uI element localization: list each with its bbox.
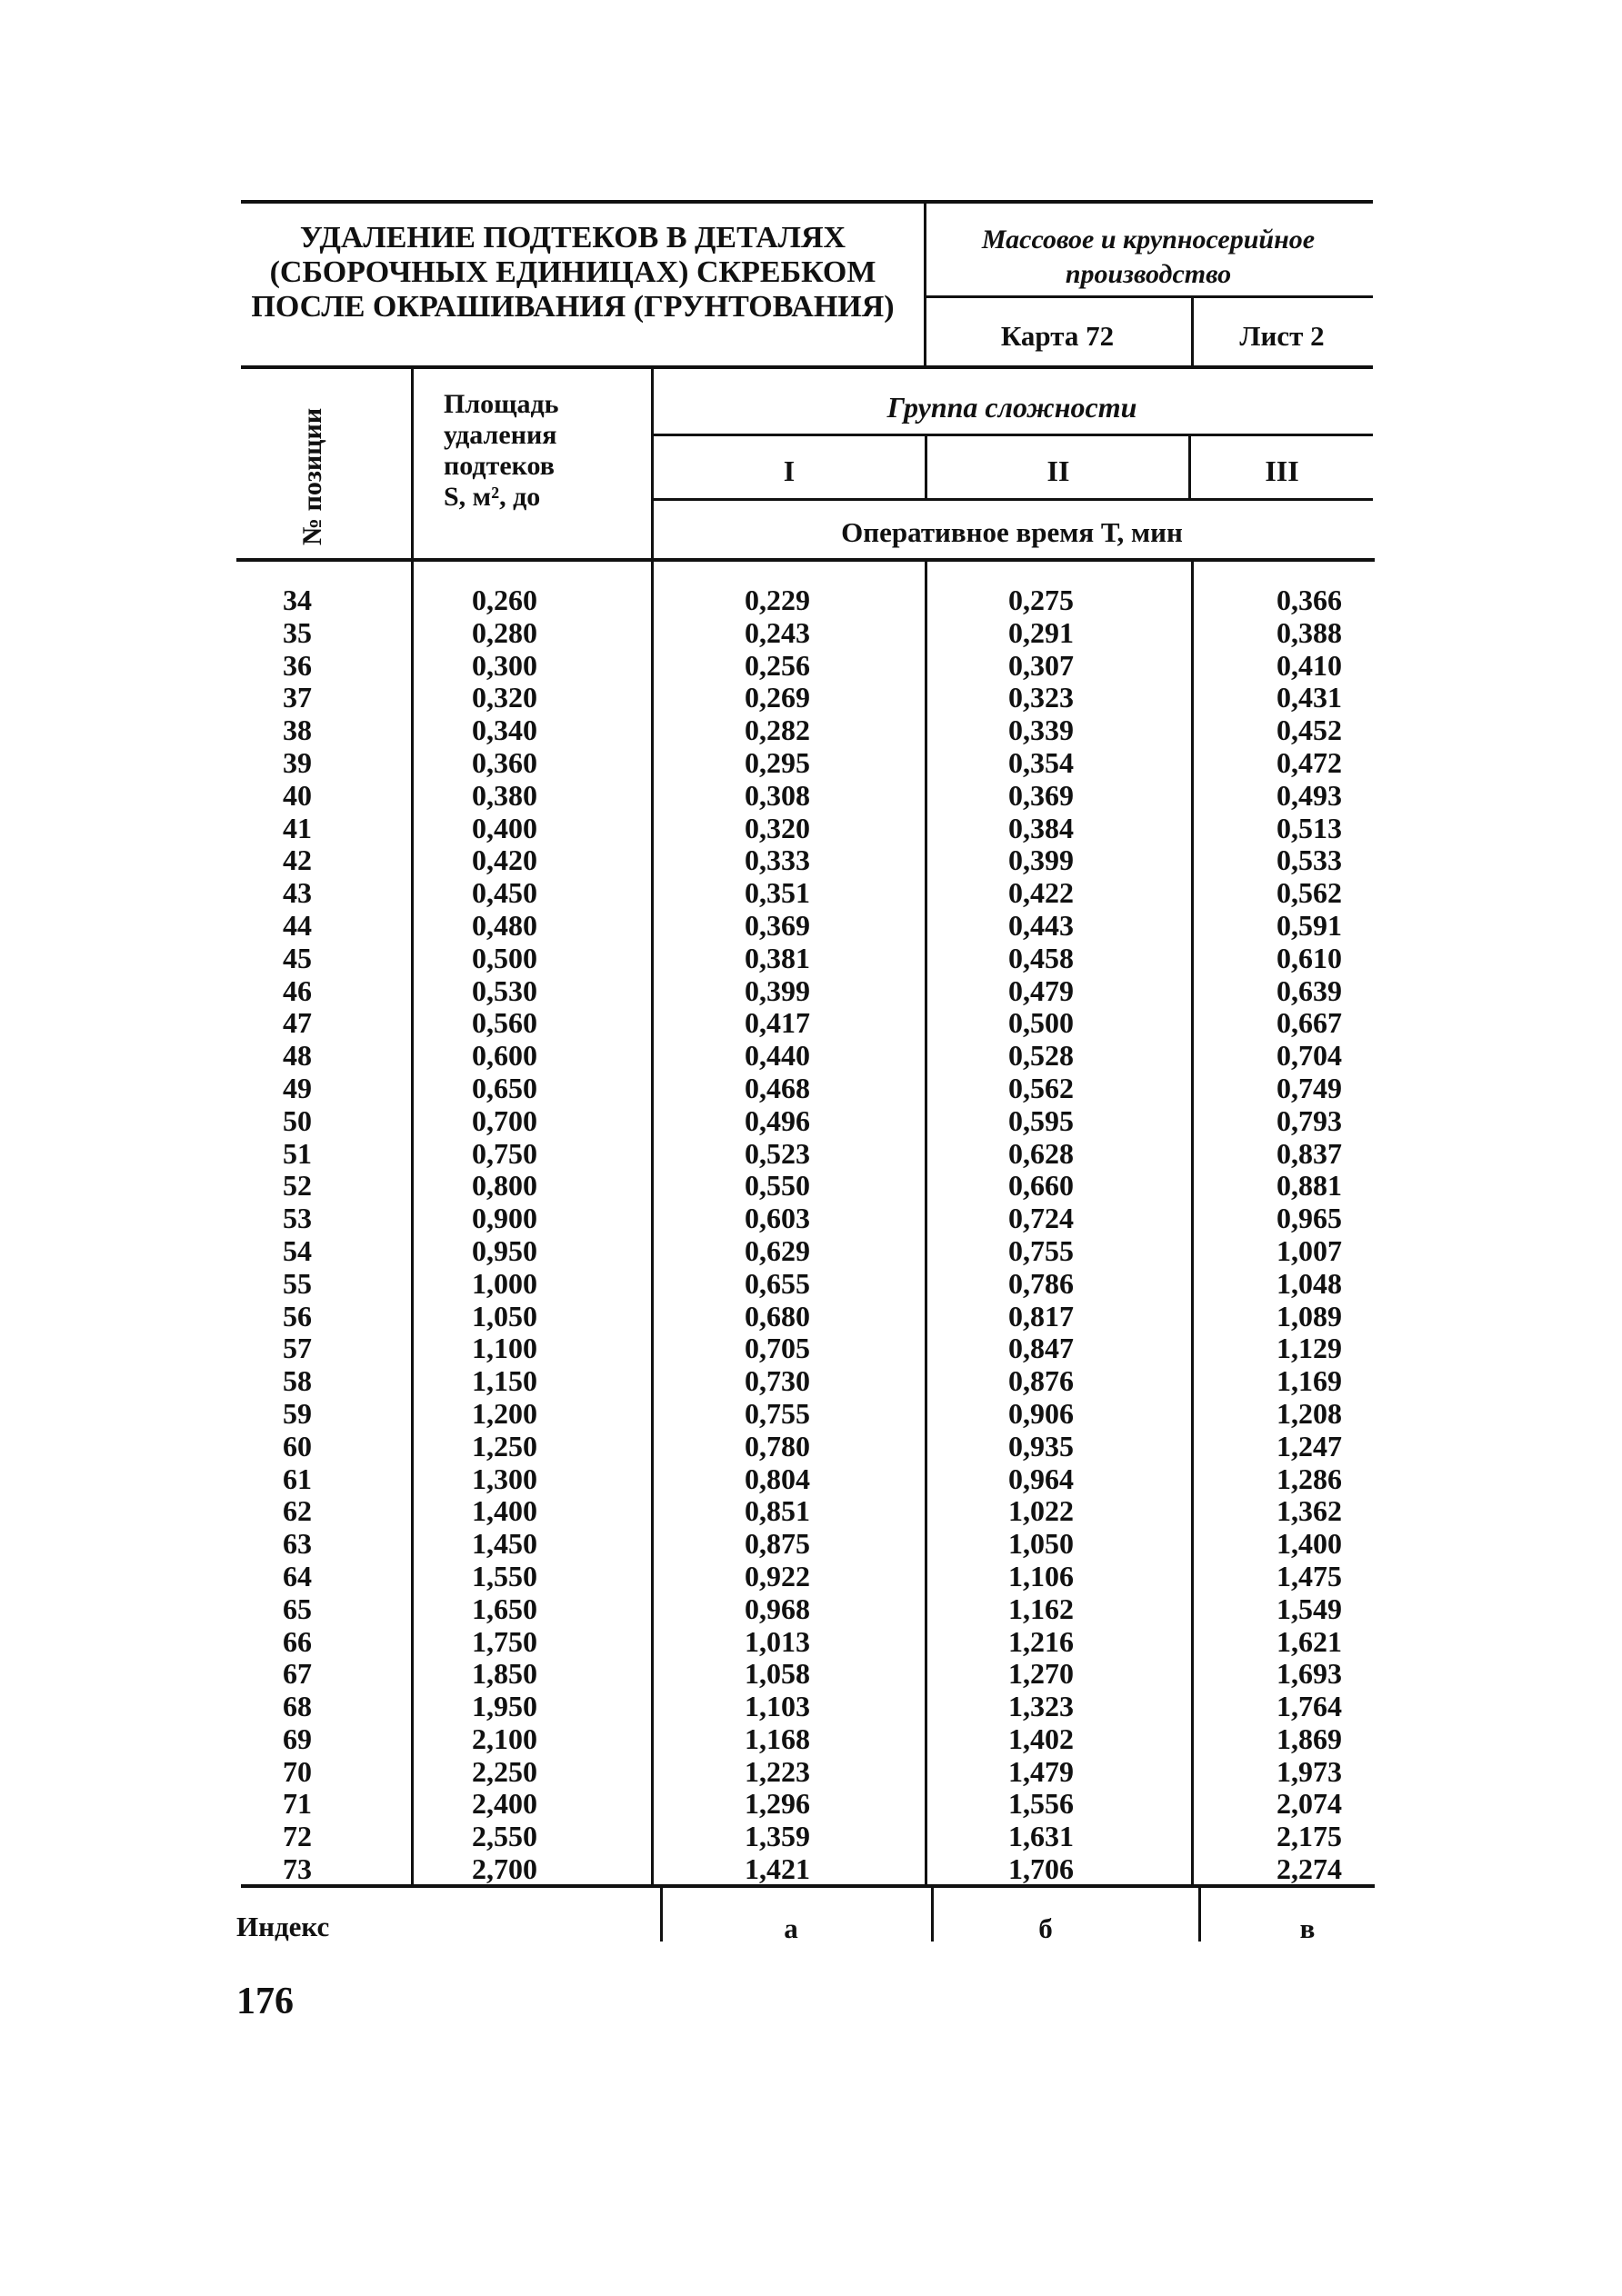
group-iii-cell: 0,513	[1277, 811, 1342, 844]
group-i-cell: 0,229	[745, 584, 810, 616]
area-cell: 0,300	[472, 648, 537, 682]
group-ii-cell: 0,876	[1008, 1364, 1074, 1398]
group-iii-cell: 0,837	[1277, 1136, 1342, 1170]
index-label: Индекс	[236, 1911, 330, 1942]
area-cell: 1,000	[472, 1266, 537, 1300]
group-ii-cell: 1,402	[1008, 1722, 1074, 1755]
position-cell: 38	[283, 714, 312, 747]
position-cell: 52	[283, 1169, 312, 1203]
rule-v-g2-body	[1191, 560, 1194, 1885]
position-cell: 70	[283, 1754, 312, 1788]
group-ii-cell: 0,500	[1008, 1006, 1074, 1040]
group-i-cell: 0,282	[745, 714, 810, 747]
position-cell: 34	[283, 584, 312, 616]
position-cell: 39	[283, 745, 312, 779]
area-cell: 0,400	[472, 811, 537, 844]
group-iii-cell: 0,881	[1277, 1169, 1342, 1203]
group-ii-cell: 0,906	[1008, 1396, 1074, 1430]
position-cell: 73	[283, 1852, 312, 1886]
group-iii-cell: 1,621	[1277, 1624, 1342, 1658]
area-cell: 0,700	[472, 1103, 537, 1137]
group-iii-cell: 1,973	[1277, 1754, 1342, 1788]
position-cell: 60	[283, 1429, 312, 1462]
position-cell: 44	[283, 908, 312, 942]
group-i-cell: 0,417	[745, 1006, 810, 1040]
group-ii-cell: 0,964	[1008, 1462, 1074, 1495]
card-title-line: УДАЛЕНИЕ ПОДТЕКОВ В ДЕТАЛЯХ	[299, 221, 846, 255]
group-ii-cell: 0,275	[1008, 584, 1074, 616]
position-cell: 59	[283, 1396, 312, 1430]
position-cell: 35	[283, 615, 312, 649]
group-i-cell: 0,968	[745, 1592, 810, 1625]
index-b: б	[1038, 1912, 1053, 1944]
position-column-header: № позиции	[297, 407, 327, 545]
position-cell: 41	[283, 811, 312, 844]
group-ii-cell: 0,528	[1008, 1039, 1074, 1073]
group-i-cell: 0,922	[745, 1559, 810, 1592]
rule-v-area	[651, 367, 654, 1885]
group-ii-cell: 0,724	[1008, 1202, 1074, 1235]
group-iii-cell: 1,693	[1277, 1657, 1342, 1691]
group-ii-cell: 1,270	[1008, 1657, 1074, 1691]
position-cell: 57	[283, 1332, 312, 1365]
position-cell: 64	[283, 1559, 312, 1592]
area-cell: 2,100	[472, 1722, 537, 1755]
position-cell: 61	[283, 1462, 312, 1495]
group-i-cell: 0,603	[745, 1202, 810, 1235]
group-ii-cell: 0,786	[1008, 1266, 1074, 1300]
group-i-cell: 0,295	[745, 745, 810, 779]
group-iii-cell: 1,007	[1277, 1233, 1342, 1267]
group-ii-cell: 0,562	[1008, 1071, 1074, 1104]
rule-columns-bottom	[236, 558, 1375, 562]
position-cell: 72	[283, 1820, 312, 1853]
group-i-cell: 0,333	[745, 844, 810, 877]
area-cell: 1,750	[472, 1624, 537, 1658]
group-ii-cell: 0,628	[1008, 1136, 1074, 1170]
group-ii-cell: 0,354	[1008, 745, 1074, 779]
group-iii-cell: 0,749	[1277, 1071, 1342, 1104]
position-cell: 66	[283, 1624, 312, 1658]
position-cell: 68	[283, 1690, 312, 1723]
group-iii-cell: 1,869	[1277, 1722, 1342, 1755]
area-cell: 0,340	[472, 714, 537, 747]
complexity-group-header: Группа сложности	[886, 391, 1137, 424]
group-iii-cell: 0,591	[1277, 908, 1342, 942]
group-iii-cell: 1,286	[1277, 1462, 1342, 1495]
group-ii-cell: 0,817	[1008, 1299, 1074, 1333]
rule-group-sub	[653, 434, 1373, 436]
area-cell: 1,950	[472, 1690, 537, 1723]
position-cell: 67	[283, 1657, 312, 1691]
card-title-line: ПОСЛЕ ОКРАШИВАНИЯ (ГРУНТОВАНИЯ)	[251, 290, 895, 324]
group-i-cell: 0,780	[745, 1429, 810, 1462]
group-i-cell: 0,381	[745, 941, 810, 974]
group-i-cell: 1,013	[745, 1624, 810, 1658]
card-title	[245, 221, 900, 324]
group-ii-cell: 0,323	[1008, 681, 1074, 714]
area-cell: 2,550	[472, 1820, 537, 1853]
group-i-cell: 0,804	[745, 1462, 810, 1495]
position-cell: 36	[283, 648, 312, 682]
group-iii-cell: 0,667	[1277, 1006, 1342, 1040]
group-i-cell: 0,629	[745, 1233, 810, 1267]
sheet-number: Лист 2	[1239, 320, 1325, 352]
group-i-cell: 1,058	[745, 1657, 810, 1691]
group-ii-cell: 1,631	[1008, 1820, 1074, 1853]
group-i-header: I	[783, 454, 796, 487]
position-cell: 55	[283, 1266, 312, 1300]
group-ii-cell: 1,162	[1008, 1592, 1074, 1625]
group-i-cell: 0,550	[745, 1169, 810, 1203]
area-header-line: подтеков	[444, 451, 555, 481]
rule-v-foot2	[931, 1887, 934, 1942]
area-header-line: S, м², до	[444, 482, 541, 512]
group-iii-cell: 0,793	[1277, 1103, 1342, 1137]
card-number: Карта 72	[1000, 320, 1115, 352]
group-ii-cell: 0,422	[1008, 876, 1074, 910]
group-ii-cell: 0,755	[1008, 1233, 1074, 1267]
group-iii-cell: 1,247	[1277, 1429, 1342, 1462]
group-iii-cell: 0,639	[1277, 973, 1342, 1007]
area-cell: 0,650	[472, 1071, 537, 1104]
group-ii-cell: 1,706	[1008, 1852, 1074, 1886]
area-cell: 0,420	[472, 844, 537, 877]
production-type	[926, 223, 1371, 292]
group-iii-cell: 2,074	[1277, 1787, 1342, 1821]
group-iii-cell: 1,764	[1277, 1690, 1342, 1723]
group-iii-cell: 0,610	[1277, 941, 1342, 974]
group-i-cell: 1,103	[745, 1690, 810, 1723]
group-ii-cell: 1,022	[1008, 1494, 1074, 1528]
area-cell: 2,700	[472, 1852, 537, 1886]
group-iii-column	[1218, 584, 1400, 1886]
area-column	[414, 584, 596, 1886]
position-cell: 54	[283, 1233, 312, 1267]
group-i-cell: 1,296	[745, 1787, 810, 1821]
group-iii-cell: 0,452	[1277, 714, 1342, 747]
group-iii-cell: 0,965	[1277, 1202, 1342, 1235]
group-iii-cell: 0,533	[1277, 844, 1342, 877]
position-cell: 42	[283, 844, 312, 877]
position-cell: 69	[283, 1722, 312, 1755]
group-i-cell: 0,320	[745, 811, 810, 844]
group-ii-cell: 1,216	[1008, 1624, 1074, 1658]
area-cell: 2,400	[472, 1787, 537, 1821]
position-cell: 62	[283, 1494, 312, 1528]
group-i-cell: 1,223	[745, 1754, 810, 1788]
group-ii-cell: 1,479	[1008, 1754, 1074, 1788]
group-i-cell: 0,440	[745, 1039, 810, 1073]
group-i-cell: 0,655	[745, 1266, 810, 1300]
area-cell: 0,280	[472, 615, 537, 649]
area-cell: 0,320	[472, 681, 537, 714]
area-cell: 0,450	[472, 876, 537, 910]
production-type-line: производство	[1065, 259, 1232, 289]
position-cell: 40	[283, 778, 312, 812]
group-i-cell: 1,168	[745, 1722, 810, 1755]
group-ii-cell: 1,556	[1008, 1787, 1074, 1821]
group-i-cell: 0,468	[745, 1071, 810, 1104]
group-ii-cell: 0,443	[1008, 908, 1074, 942]
position-cell: 46	[283, 973, 312, 1007]
group-iii-header: III	[1265, 454, 1299, 487]
rule-card-mid	[926, 295, 1373, 298]
group-iii-cell: 0,562	[1277, 876, 1342, 910]
group-iii-cell: 1,208	[1277, 1396, 1342, 1430]
group-ii-cell: 0,660	[1008, 1169, 1074, 1203]
group-ii-cell: 0,307	[1008, 648, 1074, 682]
area-cell: 1,150	[472, 1364, 537, 1398]
index-a: а	[784, 1912, 798, 1944]
group-i-cell: 0,256	[745, 648, 810, 682]
area-cell: 1,250	[472, 1429, 537, 1462]
group-ii-cell: 0,291	[1008, 615, 1074, 649]
area-cell: 1,650	[472, 1592, 537, 1625]
group-ii-cell: 0,339	[1008, 714, 1074, 747]
area-cell: 2,250	[472, 1754, 537, 1788]
rule-v-foot3	[1198, 1887, 1201, 1942]
area-header-line: удаления	[444, 420, 557, 450]
group-i-column	[686, 584, 868, 1886]
group-ii-cell: 0,458	[1008, 941, 1074, 974]
area-cell: 0,380	[472, 778, 537, 812]
area-cell: 0,530	[472, 973, 537, 1007]
group-i-cell: 0,243	[745, 615, 810, 649]
group-iii-cell: 1,400	[1277, 1527, 1342, 1561]
area-cell: 0,360	[472, 745, 537, 779]
group-iii-cell: 0,493	[1277, 778, 1342, 812]
area-cell: 1,050	[472, 1299, 537, 1333]
group-ii-cell: 0,384	[1008, 811, 1074, 844]
area-cell: 0,750	[472, 1136, 537, 1170]
group-i-cell: 0,369	[745, 908, 810, 942]
group-ii-cell: 0,935	[1008, 1429, 1074, 1462]
position-cell: 37	[283, 681, 312, 714]
index-v: в	[1299, 1912, 1316, 1944]
area-column-header	[444, 389, 559, 513]
area-cell: 1,850	[472, 1657, 537, 1691]
group-iii-cell: 1,048	[1277, 1266, 1342, 1300]
group-ii-cell: 0,479	[1008, 973, 1074, 1007]
group-iii-cell: 0,472	[1277, 745, 1342, 779]
rule-top	[241, 200, 1373, 204]
group-i-cell: 0,269	[745, 681, 810, 714]
area-header-line: Площадь	[444, 389, 559, 419]
position-cell: 50	[283, 1103, 312, 1137]
area-cell: 0,260	[472, 584, 537, 616]
rule-v-foot1	[660, 1887, 663, 1942]
area-cell: 1,300	[472, 1462, 537, 1495]
group-ii-cell: 1,050	[1008, 1527, 1074, 1561]
position-cell: 43	[283, 876, 312, 910]
area-cell: 0,950	[472, 1233, 537, 1267]
position-column	[238, 584, 356, 1886]
group-iii-cell: 1,129	[1277, 1332, 1342, 1365]
area-cell: 0,480	[472, 908, 537, 942]
group-ii-cell: 0,369	[1008, 778, 1074, 812]
group-iii-cell: 2,175	[1277, 1820, 1342, 1853]
group-i-cell: 0,705	[745, 1332, 810, 1365]
group-iii-cell: 2,274	[1277, 1852, 1342, 1886]
operative-time-header: Оперативное время Т, мин	[841, 516, 1183, 548]
group-ii-header: II	[1046, 454, 1070, 487]
position-cell: 48	[283, 1039, 312, 1073]
position-cell: 51	[283, 1136, 312, 1170]
group-ii-cell: 0,847	[1008, 1332, 1074, 1365]
group-i-cell: 0,308	[745, 778, 810, 812]
group-i-cell: 0,875	[745, 1527, 810, 1561]
group-iii-cell: 0,704	[1277, 1039, 1342, 1073]
group-iii-cell: 1,549	[1277, 1592, 1342, 1625]
position-cell: 45	[283, 941, 312, 974]
card-title-line: (СБОРОЧНЫХ ЕДИНИЦАХ) СКРЕБКОМ	[269, 255, 876, 289]
position-cell: 63	[283, 1527, 312, 1561]
group-iii-cell: 0,410	[1277, 648, 1342, 682]
position-cell: 56	[283, 1299, 312, 1333]
position-cell: 71	[283, 1787, 312, 1821]
group-iii-cell: 1,169	[1277, 1364, 1342, 1398]
group-iii-cell: 0,366	[1277, 584, 1342, 616]
rule-v-g1-body	[925, 560, 927, 1885]
group-ii-cell: 1,323	[1008, 1690, 1074, 1723]
group-iii-cell: 0,388	[1277, 615, 1342, 649]
group-i-cell: 0,680	[745, 1299, 810, 1333]
group-iii-cell: 1,362	[1277, 1494, 1342, 1528]
area-cell: 1,200	[472, 1396, 537, 1430]
group-iii-cell: 1,089	[1277, 1299, 1342, 1333]
area-cell: 1,100	[472, 1332, 537, 1365]
group-iii-cell: 1,475	[1277, 1559, 1342, 1592]
group-i-cell: 0,755	[745, 1396, 810, 1430]
area-cell: 0,800	[472, 1169, 537, 1203]
area-cell: 1,400	[472, 1494, 537, 1528]
group-i-cell: 0,851	[745, 1494, 810, 1528]
group-i-cell: 0,351	[745, 876, 810, 910]
group-ii-cell: 0,595	[1008, 1103, 1074, 1137]
area-cell: 1,450	[472, 1527, 537, 1561]
group-ii-column	[950, 584, 1132, 1886]
group-i-cell: 0,399	[745, 973, 810, 1007]
position-cell: 65	[283, 1592, 312, 1625]
area-cell: 0,500	[472, 941, 537, 974]
production-type-line: Массовое и крупносерийное	[981, 225, 1316, 255]
rule-group-sub2	[653, 498, 1373, 501]
area-cell: 0,560	[472, 1006, 537, 1040]
position-cell: 53	[283, 1202, 312, 1235]
page-number: 176	[236, 1981, 294, 2022]
group-i-cell: 0,523	[745, 1136, 810, 1170]
group-iii-cell: 0,431	[1277, 681, 1342, 714]
group-ii-cell: 0,399	[1008, 844, 1074, 877]
area-cell: 0,900	[472, 1202, 537, 1235]
group-ii-cell: 1,106	[1008, 1559, 1074, 1592]
area-cell: 0,600	[472, 1039, 537, 1073]
position-cell: 49	[283, 1071, 312, 1104]
group-i-cell: 1,359	[745, 1820, 810, 1853]
position-cell: 47	[283, 1006, 312, 1040]
area-cell: 1,550	[472, 1559, 537, 1592]
group-i-cell: 0,496	[745, 1103, 810, 1137]
position-cell: 58	[283, 1364, 312, 1398]
group-i-cell: 1,421	[745, 1852, 810, 1886]
group-i-cell: 0,730	[745, 1364, 810, 1398]
